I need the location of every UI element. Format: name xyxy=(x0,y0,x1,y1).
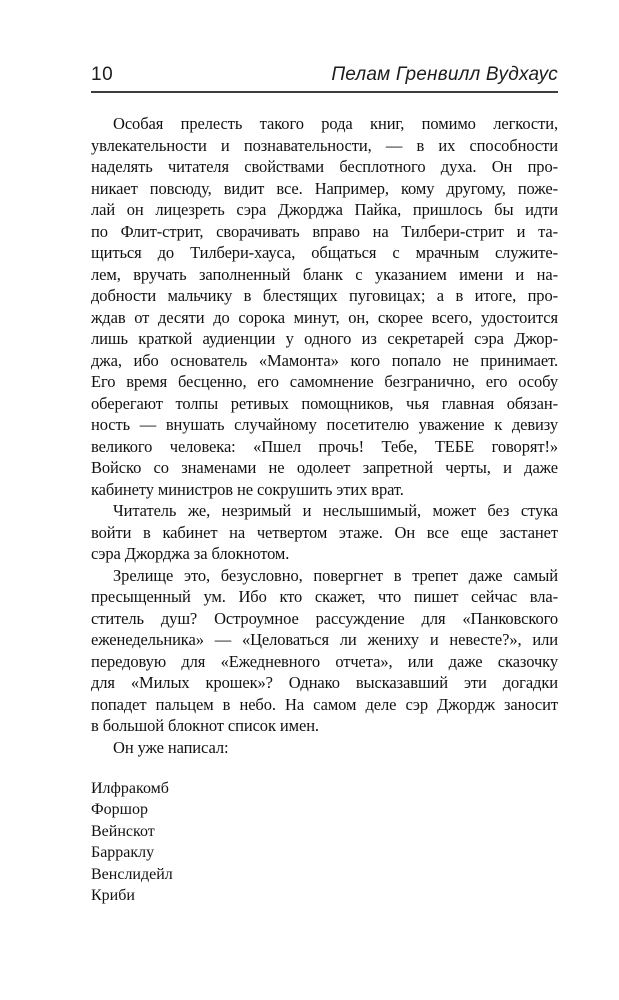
list-item: Барраклу xyxy=(91,844,155,861)
list-item: Форшор xyxy=(91,801,148,818)
text-line: ждав от десяти до сорока минут, он, скорее всего, удостоится xyxy=(91,307,558,327)
text-line: попадет пальцем в небо. На самом деле сэр Джордж заносит xyxy=(91,694,558,714)
running-head xyxy=(91,64,558,93)
text-line: для «Милых крошек»? Однако высказавший эти догадки xyxy=(91,673,558,692)
text-line: лишь краткой аудиенции у одного из секретарей сэра Джор- xyxy=(91,329,558,348)
name-list xyxy=(91,780,558,909)
list-item: Венслидейл xyxy=(91,865,173,883)
text-line: по Флит-стрит, сворачивать вправо на Тилбери-стрит и та- xyxy=(91,221,558,241)
text-line: Читатель же, незримый и неслышимый, может без стука xyxy=(113,501,558,520)
text-line: Особая прелесть такого рода книг, помимо легкости, xyxy=(113,114,558,133)
page-number: 10 xyxy=(91,64,114,85)
list-item: Криби xyxy=(91,887,135,904)
text-block xyxy=(91,64,558,909)
text-line: никает повсюду, видит все. Например, кому другому, поже- xyxy=(91,178,558,198)
text-line: пресыщенный ум. Ибо кто скажет, что пишет сейчас вла- xyxy=(91,587,558,606)
text-line: великого человека: «Пшел прочь! Тебе, ТЕБЕ говорят!» xyxy=(91,436,558,456)
text-line: Зрелище это, безусловно, повергнет в трепет даже самый xyxy=(113,565,558,585)
text-line: ность — внушать случайному посетителю уважение к девизу xyxy=(91,415,558,434)
paragraph xyxy=(91,737,558,759)
text-line: Его время бесценно, его самомнение безгранично, его особу xyxy=(91,372,558,391)
list-item: Илфракомб xyxy=(91,779,169,797)
text-line: джа, ибо основатель «Мамонта» кого попало не принимает. xyxy=(91,350,558,370)
text-line: оберегают толпы ретивых помощников, чья главная обязан- xyxy=(91,393,558,413)
text-line: ститель душ? Остроумное рассуждение для «Панковского xyxy=(91,608,558,628)
text-line: еженедельника» — «Целоваться ли жениху и невесте?», или xyxy=(91,630,558,649)
text-line: лай он лицезреть сэра Джорджа Пайка, пришлось бы идти xyxy=(91,200,558,219)
paragraph xyxy=(91,565,558,737)
text-line: увлекательности и познавательности, — в их способности xyxy=(91,135,558,155)
text-line: сэра Джорджа за блокнотом. xyxy=(91,544,290,563)
body-text xyxy=(91,113,558,758)
list-item: Вейнскот xyxy=(91,822,155,840)
text-line: наделять читателя свойствами бесплотного духа. Он про- xyxy=(91,157,558,176)
text-line: передовую для «Ежедневного отчета», или даже сказочку xyxy=(91,651,558,671)
text-line: добности мальчику в блестящих пуговицах; а в итоге, про- xyxy=(91,286,558,305)
text-line: войти в кабинет на четвертом этаже. Он все еще застанет xyxy=(91,522,558,542)
text-line: лем, вручать заполненный бланк с указанием имени и на- xyxy=(91,264,558,284)
paragraph xyxy=(91,113,558,500)
text-line: Он уже написал: xyxy=(113,737,229,757)
author-name: Пелам Гренвилл Вудхаус xyxy=(331,64,558,85)
text-line: кабинету министров не сокрушить этих врат. xyxy=(91,479,404,499)
text-line: в большой блокнот список имен. xyxy=(91,716,319,735)
text-line: Войско со знаменами не одолеет запретной черты, и даже xyxy=(91,458,558,477)
text-line: щиться до Тилбери-хауса, общаться с мрачным служите- xyxy=(91,243,558,262)
paragraph xyxy=(91,500,558,565)
